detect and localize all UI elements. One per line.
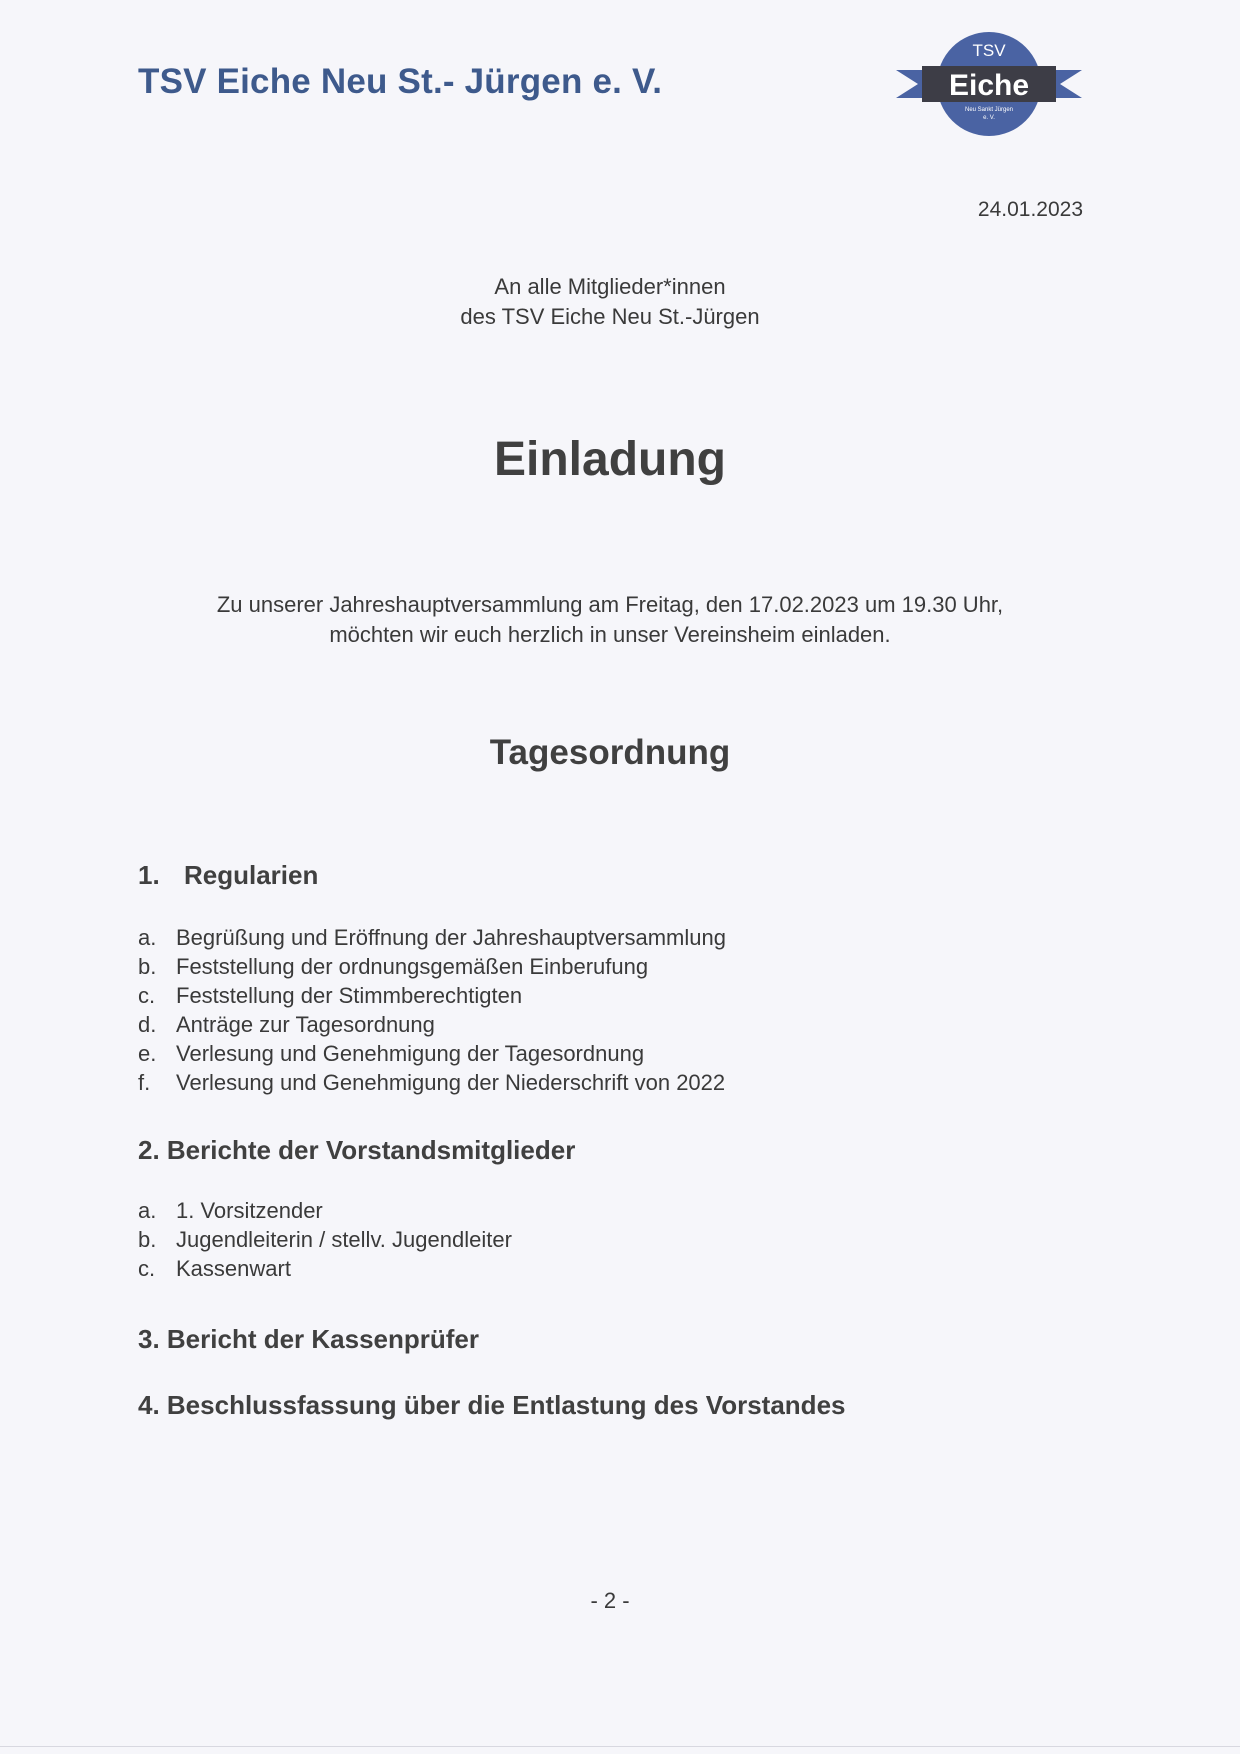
section-heading [138, 860, 1098, 891]
section-heading: 2. Berichte der Vorstandsmitglieder [138, 1135, 576, 1165]
agenda-section-3 [138, 1324, 1098, 1355]
list-item: b. Jugendleiterin / stellv. Jugendleiter [138, 1227, 512, 1252]
intro-line-1: Zu unserer Jahreshauptversammlung am Freitag, den 17.02.2023 um 19.30 Uhr, [216, 592, 1004, 617]
agenda-section-4 [138, 1390, 1098, 1421]
document-date: 24.01.2023 [977, 198, 1083, 221]
section-number: 1. [138, 860, 160, 890]
list-item: b. Feststellung der ordnungsgemäßen Einberufung [138, 954, 649, 979]
agenda-section-1 [138, 860, 1098, 1097]
agenda-section-2 [138, 1135, 1098, 1283]
agenda-title: Tagesordnung [489, 733, 731, 772]
intro-text [0, 590, 1220, 650]
recipient-block [0, 272, 1220, 332]
list-item: c. Feststellung der Stimmberechtigten [138, 983, 523, 1008]
intro-line-2: möchten wir euch herzlich in unser Vereinsheim einladen. [329, 622, 891, 647]
list-item: f. Verlesung und Genehmigung der Niederschrift von 2022 [138, 1070, 726, 1095]
list-item: a. 1. Vorsitzender [138, 1198, 323, 1223]
page-edge-divider [0, 1746, 1240, 1747]
section-items [138, 923, 1098, 1097]
logo-text-tsv: TSV [972, 41, 1006, 60]
list-item: e. Verlesung und Genehmigung der Tagesordnung [138, 1041, 645, 1066]
club-logo [896, 30, 1082, 144]
list-item: d. Anträge zur Tagesordnung [138, 1012, 435, 1037]
logo-text-eiche: Eiche [948, 69, 1030, 102]
section-title: Regularien [184, 860, 319, 890]
list-item: c. Kassenwart [138, 1256, 291, 1281]
logo-text-sub: Neu Sankt Jürgen [964, 107, 1014, 113]
section-items [138, 1196, 1098, 1283]
section-heading: 3. Bericht der Kassenprüfer [138, 1324, 480, 1354]
recipient-line-1: An alle Mitglieder*innen [494, 274, 726, 299]
organization-name: TSV Eiche Neu St.- Jürgen e. V. [138, 62, 663, 101]
list-item: a. Begrüßung und Eröffnung der Jahreshauptversammlung [138, 925, 726, 950]
logo-text-ev: e. V. [983, 115, 995, 121]
section-heading: 4. Beschlussfassung über die Entlastung des Vorstandes [138, 1390, 846, 1420]
page-number: - 2 - [590, 1588, 630, 1613]
document-title: Einladung [494, 433, 726, 486]
recipient-line-2: des TSV Eiche Neu St.-Jürgen [460, 304, 760, 329]
